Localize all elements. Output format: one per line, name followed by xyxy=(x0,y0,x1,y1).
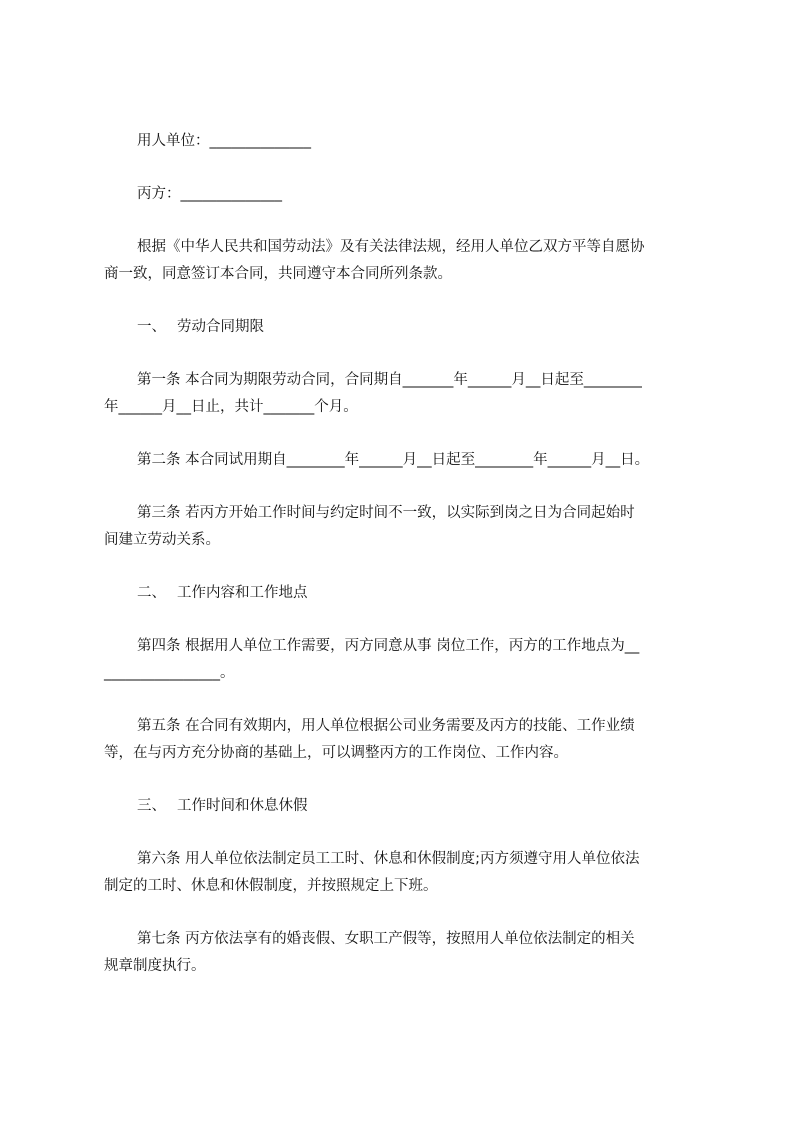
article-4-line-2: ________________。 xyxy=(104,665,235,681)
article-3-line-2: 间建立劳动关系。 xyxy=(104,532,220,548)
article-4-line-1: 第四条 根据用人单位工作需要，丙方同意从事 岗位工作，丙方的工作地点为__ xyxy=(137,638,640,654)
party-c-label: 丙方： xyxy=(137,186,181,202)
article-2-line-1: 第二条 本合同试用期自________年______月__日起至________年______月__日。 xyxy=(137,452,650,468)
employer-label: 用人单位： xyxy=(137,133,210,149)
section-heading-2 xyxy=(137,583,308,603)
section-number: 二、 xyxy=(137,585,166,601)
intro-line-1: 根据《中华人民共和国劳动法》及有关法律法规，经用人单位乙双方平等自愿协 xyxy=(137,239,645,255)
article-6-line-2: 制定的工时、休息和休假制度，并按照规定上下班。 xyxy=(104,878,438,894)
employer-field-line xyxy=(137,131,311,151)
party-c-blank[interactable]: ______________ xyxy=(180,186,282,202)
section-number: 一、 xyxy=(137,319,166,335)
intro-line-2: 商一致，同意签订本合同，共同遵守本合同所列条款。 xyxy=(104,266,452,282)
article-7-line-2: 规章制度执行。 xyxy=(104,958,206,974)
article-7-line-1: 第七条 丙方依法享有的婚丧假、女职工产假等，按照用人单位依法制定的相关 xyxy=(137,931,635,947)
article-3-line-1: 第三条 若丙方开始工作时间与约定时间不一致，以实际到岗之日为合同起始时 xyxy=(137,505,635,521)
employer-blank[interactable]: ______________ xyxy=(209,133,311,149)
section-title: 工作时间和休息休假 xyxy=(177,798,308,814)
article-1-line-1: 第一条 本合同为期限劳动合同，合同期自_______年______月__日起至________ xyxy=(137,372,642,388)
section-title: 劳动合同期限 xyxy=(177,319,264,335)
article-6-line-1: 第六条 用人单位依法制定员工工时、休息和休假制度;丙方须遵守用人单位依法 xyxy=(137,851,640,867)
party-c-field-line xyxy=(137,184,282,204)
article-1-line-2: 年______月__日止，共计_______个月。 xyxy=(104,399,358,415)
article-5-line-1: 第五条 在合同有效期内，用人单位根据公司业务需要及丙方的技能、工作业绩 xyxy=(137,718,635,734)
section-title: 工作内容和工作地点 xyxy=(177,585,308,601)
section-heading-1 xyxy=(137,317,264,337)
section-number: 三、 xyxy=(137,798,166,814)
article-5-line-2: 等，在与丙方充分协商的基础上，可以调整丙方的工作岗位、工作内容。 xyxy=(104,745,568,761)
section-heading-3 xyxy=(137,796,308,816)
